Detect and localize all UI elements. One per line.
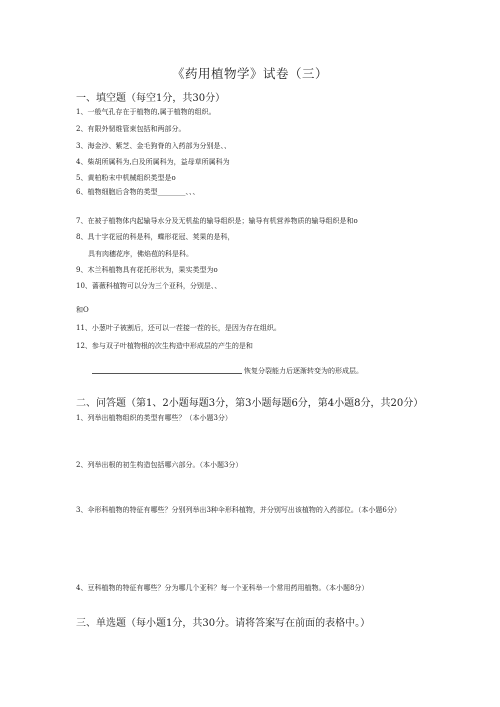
fill-question-2: 2、有限外韧维管束包括和两部分。 <box>76 125 186 133</box>
essay-question-4: 4、豆科植物的特征有哪些？分为哪几个亚科？每一个亚科举一个常用药用植物。（本小题8分） <box>76 584 369 592</box>
fill-question-1: 1、一般气孔存在于植物的,属于植物的组织。 <box>76 108 216 116</box>
fill-question-10: 10、蔷薇科植物可以分为三个亚科，分别是、、 <box>76 282 222 290</box>
fill-question-4: 4、柴胡所属科为,白及所属科为，益母草所属科为 <box>76 158 230 166</box>
fill-question-11: 11、小葱叶子被割后，还可以一茬接一茬的长，是因为存在组织。 <box>76 324 281 332</box>
fill-question-6: 6、植物细胞后含物的类型________、、、 <box>76 188 200 196</box>
fill-question-8-cont: 具有肉穗花序，佛焰苞的科是科。 <box>88 250 193 258</box>
fill-question-12-cont: 恢复分裂能力后逐渐转变为的形成层。 <box>244 367 363 375</box>
fill-question-8: 8、具十字花冠的科是科，蝶形花冠、荚果的是科， <box>76 233 235 241</box>
page-title: 《药用植物学》试卷（三） <box>171 66 328 81</box>
essay-question-3: 3、伞形科植物的特征有哪些？分别列举出3种伞形科植物，并分别写出该植物的入药部位。（本小题6分） <box>76 506 401 514</box>
fill-question-10-cont: 和O <box>76 306 89 314</box>
essay-question-1: 1、列举出植物组织的类型有哪些？（本小题3分） <box>76 414 232 422</box>
fill-question-3: 3、海金沙、紫芝、金毛狗脊的入药部为分别是、、 <box>76 142 231 150</box>
essay-question-2: 2、列举出根的初生构造包括哪六部分。（本小题3分） <box>76 461 243 469</box>
fill-question-12: 12、参与双子叶植物根的次生构造中形成层的产生的是和 <box>76 342 253 350</box>
section1-heading: 一、填空题（每空1分，共30分） <box>76 93 226 104</box>
fill-question-9: 9、木兰科植物具有花托形状为，果实类型为o <box>76 266 218 274</box>
section2-heading: 二、问答题（第1、2小题每题3分，第3小题每题6分，第4小题8分，共20分） <box>76 398 424 409</box>
answer-blank-line <box>92 373 242 374</box>
fill-question-7: 7、在被子植物体内起输导水分及无机盐的输导组织是；输导有机营养物质的输导组织是和o <box>76 217 358 225</box>
fill-question-5: 5、黄柏粉末中机械组织类型是o <box>76 174 176 182</box>
section3-heading: 三、单选题（每小题1分，共30分。请将答案写在前面的表格中。） <box>76 618 371 629</box>
